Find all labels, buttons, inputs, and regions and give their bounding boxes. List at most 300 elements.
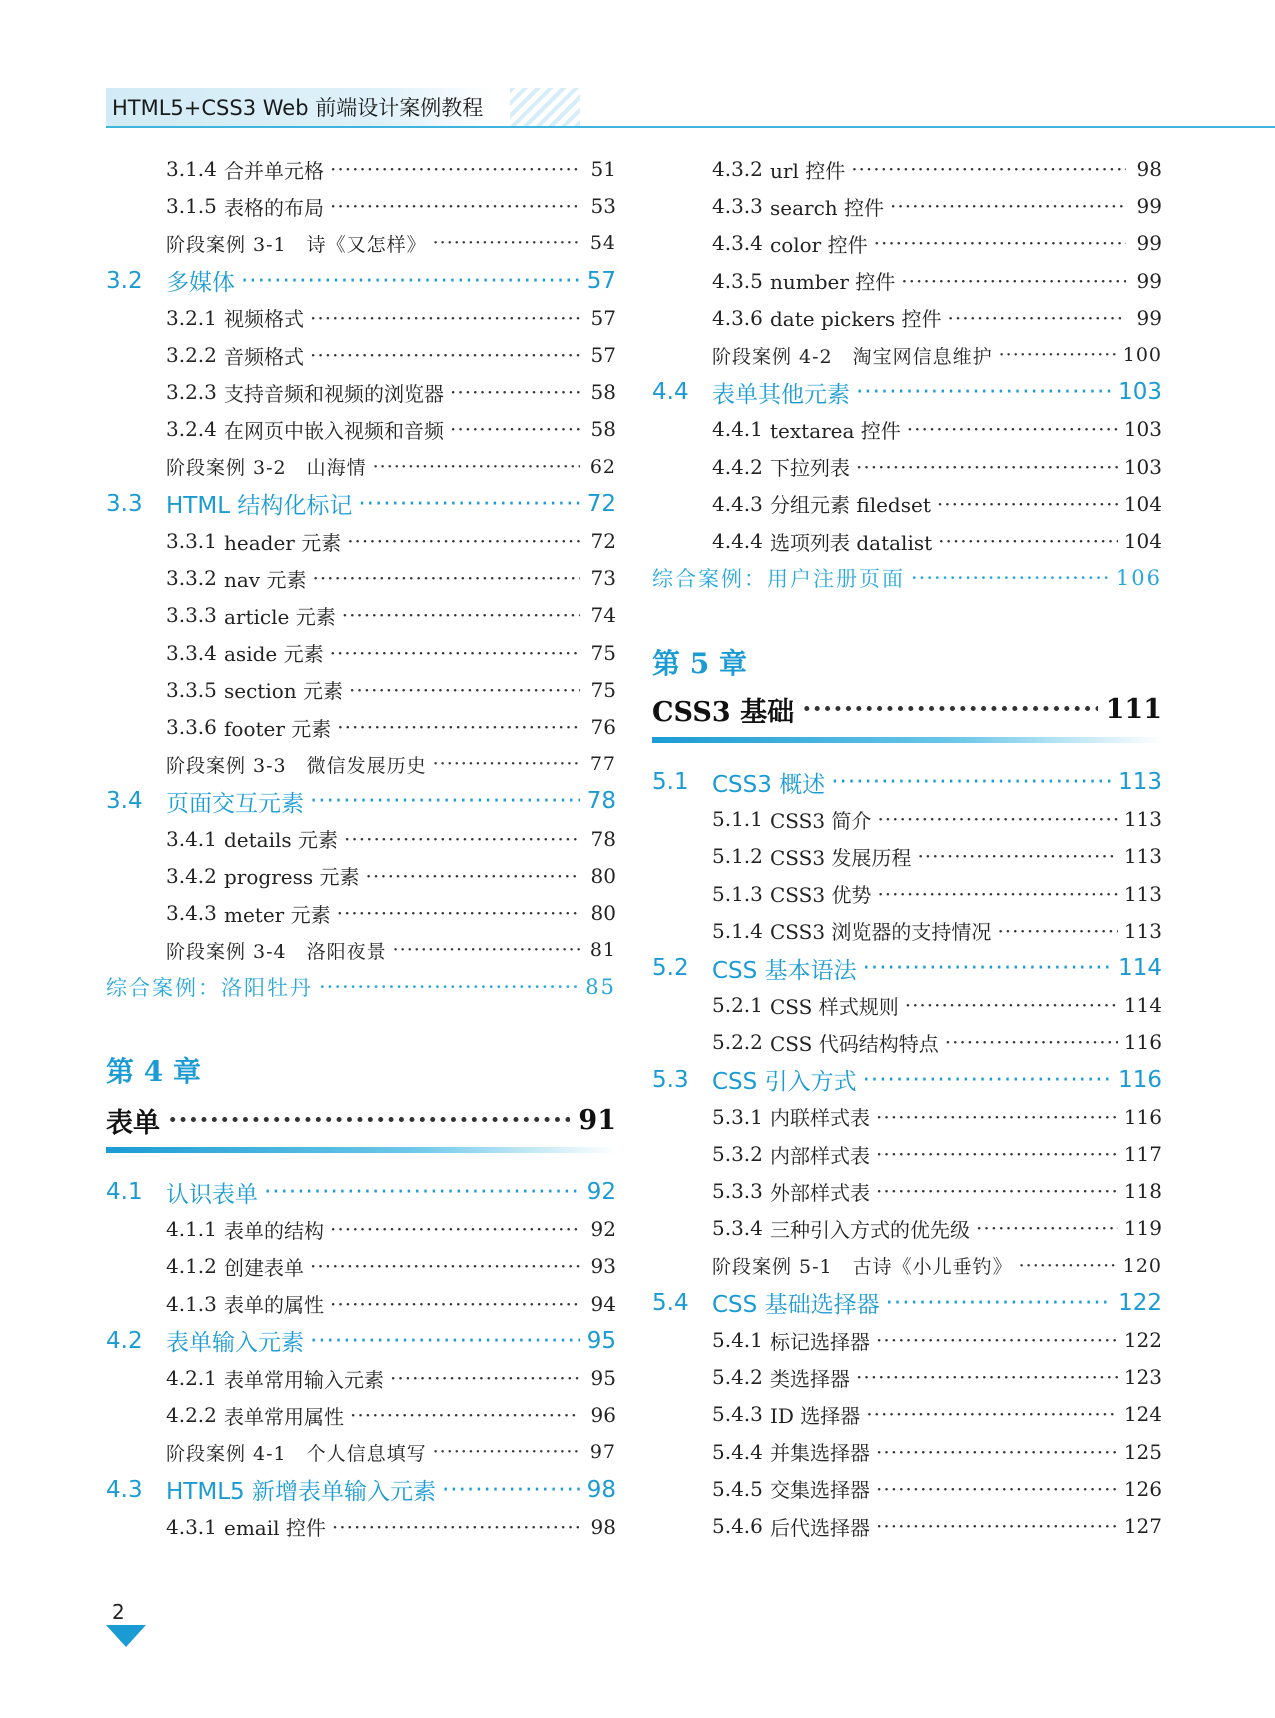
toc-title: 综合案例：用户注册页面 (652, 567, 905, 592)
toc-entry-lvl2[interactable] (652, 765, 1162, 799)
toc-number: 3.2.2 (166, 343, 217, 367)
toc-entry-lvl3[interactable] (712, 1211, 1162, 1245)
toc-number: 5.4.2 (712, 1365, 763, 1390)
chapter5-page: 111 (1105, 693, 1162, 725)
leader-dots (310, 1328, 580, 1354)
toc-page-number: 116 (1123, 1104, 1162, 1129)
toc-title: 阶段案例 5-1 古诗《小儿垂钓》 (712, 1256, 1013, 1279)
leader-dots (851, 157, 1126, 181)
toc-number: 3.3.6 (166, 715, 217, 739)
leader-dots (350, 1403, 580, 1427)
toc-page-number: 80 (590, 863, 616, 888)
leader-dots (937, 492, 1118, 516)
leader-dots (241, 268, 580, 294)
toc-number: 5.1.2 (712, 844, 763, 869)
toc-page-number: 98 (1136, 157, 1162, 181)
toc-number: 4.3.6 (712, 305, 763, 330)
toc-number: 4.1.3 (166, 1291, 217, 1316)
toc-number: 3.2.1 (166, 305, 217, 330)
toc-page-number: 58 (590, 380, 616, 405)
toc-entry-case[interactable] (166, 747, 616, 781)
toc-title: 分组元素 filedset (770, 493, 931, 518)
toc-number: 4.3 (106, 1476, 143, 1503)
toc-entry-lvl3[interactable] (712, 1435, 1162, 1469)
toc-title: 阶段案例 3-2 山海情 (166, 457, 367, 480)
toc-entry-lvl3[interactable] (712, 1509, 1162, 1543)
chapter5-title-row[interactable] (652, 689, 1162, 729)
toc-entry-lvl3[interactable] (712, 1174, 1162, 1208)
toc-title: 表单的结构 (224, 1218, 324, 1243)
toc-number: 4.4.4 (712, 529, 763, 553)
leader-dots (863, 1067, 1113, 1093)
toc-title: header 元素 (224, 530, 342, 555)
toc-title: 阶段案例 3-1 诗《又怎样》 (166, 233, 427, 256)
toc-entry-lvl3[interactable] (166, 524, 616, 558)
leader-dots (366, 864, 581, 888)
leader-dots (358, 491, 580, 517)
leader-dots (886, 1290, 1113, 1316)
chapter4-label: 第 4 章 (106, 1055, 201, 1088)
toc-title: 支持音频和视频的浏览器 (224, 381, 444, 406)
leader-dots (390, 1366, 580, 1390)
toc-entry-lvl3[interactable] (166, 375, 616, 409)
toc-entry-lvl3[interactable] (166, 1510, 616, 1544)
toc-title: CSS 基础选择器 (712, 1292, 880, 1319)
toc-title: 并集选择器 (770, 1441, 870, 1466)
header-rule (106, 126, 1275, 128)
toc-title: 页面交互元素 (166, 790, 304, 817)
leader-dots (330, 194, 580, 218)
toc-title: CSS 基本语法 (712, 957, 857, 984)
leader-dots (802, 694, 1098, 725)
toc-page-number: 120 (1122, 1254, 1162, 1277)
toc-entry-lvl3[interactable] (712, 839, 1162, 873)
toc-entry-lvl3[interactable] (712, 1323, 1162, 1357)
leader-dots (337, 901, 580, 925)
toc-entry-case[interactable] (166, 1435, 616, 1469)
leader-dots (856, 1365, 1118, 1389)
leader-dots (1019, 1255, 1117, 1277)
leader-dots (856, 455, 1118, 479)
leader-dots (349, 678, 580, 702)
toc-page-number: 75 (590, 677, 616, 702)
leader-dots (948, 306, 1127, 330)
toc-page-number: 124 (1123, 1402, 1162, 1427)
toc-title: 阶段案例 3-4 洛阳夜景 (166, 940, 387, 963)
toc-number: 4.2 (106, 1327, 143, 1354)
toc-title: 表单输入元素 (166, 1330, 304, 1357)
leader-dots (337, 715, 580, 739)
toc-entry-lvl3[interactable] (166, 301, 616, 335)
toc-entry-lvl3[interactable] (712, 412, 1162, 446)
toc-page-number: 95 (586, 1327, 616, 1354)
toc-entry-lvl3[interactable] (166, 1249, 616, 1283)
toc-title: progress 元素 (224, 865, 360, 890)
toc-page-number: 106 (1115, 566, 1162, 591)
toc-entry-lvl3[interactable] (712, 1025, 1162, 1059)
leader-dots (319, 975, 579, 999)
toc-number: 3.4.3 (166, 901, 217, 925)
toc-entry-case[interactable] (712, 1249, 1162, 1283)
toc-number: 3.1.5 (166, 194, 217, 219)
leader-dots (876, 1105, 1118, 1129)
toc-page-number: 51 (590, 157, 616, 181)
toc-number: 3.4.1 (166, 826, 217, 851)
leader-dots (330, 641, 580, 665)
toc-title: CSS 代码结构特点 (770, 1031, 939, 1056)
toc-number: 3.3 (106, 490, 143, 517)
leader-dots (905, 993, 1118, 1017)
toc-entry-lvl3[interactable] (166, 338, 616, 372)
toc-page-number: 113 (1118, 769, 1162, 795)
toc-number: 5.2.1 (712, 993, 763, 1018)
toc-entry-lvl3[interactable] (712, 1360, 1162, 1394)
leader-dots (450, 417, 580, 441)
toc-page-number: 93 (590, 1254, 616, 1279)
toc-entry-lvl3[interactable] (712, 1137, 1162, 1171)
toc-page-number: 117 (1123, 1142, 1162, 1166)
toc-entry-case[interactable] (166, 933, 616, 967)
leader-dots (911, 566, 1110, 590)
toc-entry-lvl3[interactable] (712, 1100, 1162, 1134)
chapter4-title: 表单 (106, 1107, 160, 1139)
toc-entry-lvl3[interactable] (166, 152, 616, 186)
chapter5-rule (652, 737, 1162, 743)
toc-title: 后代选择器 (770, 1515, 870, 1540)
toc-entry-lvl3[interactable] (712, 264, 1162, 298)
leader-dots (874, 231, 1126, 255)
toc-page-number: 113 (1123, 881, 1162, 906)
leader-dots (332, 1515, 580, 1539)
toc-page-number: 116 (1123, 1030, 1162, 1055)
leader-dots (310, 1254, 580, 1278)
toc-number: 5.3.3 (712, 1179, 763, 1204)
toc-title: HTML5 新增表单输入元素 (166, 1479, 436, 1506)
toc-entry-lvl3[interactable] (166, 710, 616, 744)
toc-title: 阶段案例 3-3 微信发展历史 (166, 754, 427, 777)
toc-page-number: 74 (590, 603, 616, 628)
toc-title: 下拉列表 (770, 456, 850, 481)
toc-entry-lvl3[interactable] (166, 561, 616, 595)
leader-dots (264, 1179, 580, 1205)
toc-page-number: 103 (1123, 454, 1162, 479)
chapter5-title: CSS3 基础 (652, 696, 795, 728)
toc-entry-lvl2[interactable] (652, 951, 1162, 985)
toc-title: section 元素 (224, 679, 344, 704)
leader-dots (330, 157, 580, 181)
leader-dots (347, 529, 580, 553)
toc-entry-lvl2[interactable] (106, 1324, 616, 1358)
toc-number: 5.3.1 (712, 1104, 763, 1129)
toc-title: 视频格式 (224, 307, 304, 332)
toc-title: 内部样式表 (770, 1143, 870, 1168)
toc-page-number: 125 (1123, 1439, 1162, 1464)
toc-entry-lvl3[interactable] (166, 896, 616, 930)
toc-title: 类选择器 (770, 1366, 850, 1391)
toc-entry-lvl3[interactable] (712, 301, 1162, 335)
leader-dots (907, 417, 1118, 441)
toc-entry-lvl3[interactable] (166, 673, 616, 707)
toc-entry-case[interactable] (166, 226, 616, 260)
leader-dots (876, 1142, 1118, 1166)
toc-entry-lvl3[interactable] (712, 877, 1162, 911)
leader-dots (433, 1441, 580, 1463)
toc-title: CSS3 浏览器的支持情况 (770, 920, 992, 945)
toc-page-number: 57 (590, 305, 616, 330)
toc-entry-lvl3[interactable] (712, 450, 1162, 484)
leader-dots (999, 344, 1117, 366)
toc-title: nav 元素 (224, 567, 307, 592)
toc-number: 5.3.2 (712, 1142, 763, 1166)
toc-entry-lvl2[interactable] (106, 1473, 616, 1507)
leader-dots (342, 603, 580, 627)
toc-page-number: 57 (590, 343, 616, 367)
toc-number: 5.2.2 (712, 1030, 763, 1055)
toc-number: 4.3.1 (166, 1514, 217, 1539)
toc-page-number: 92 (590, 1217, 616, 1242)
toc-title: 阶段案例 4-2 淘宝网信息维护 (712, 345, 993, 368)
toc-entry-lvl3[interactable] (166, 412, 616, 446)
leader-dots (330, 1292, 580, 1316)
toc-page-number: 99 (1136, 268, 1162, 293)
toc-entry-lvl3[interactable] (166, 598, 616, 632)
toc-title: CSS3 发展历程 (770, 845, 912, 870)
toc-title: 多媒体 (166, 270, 235, 297)
toc-page-number: 98 (586, 1476, 616, 1503)
toc-page-number: 116 (1118, 1066, 1162, 1093)
toc-page-number: 100 (1122, 344, 1162, 366)
toc-number: 4.4.2 (712, 454, 763, 479)
toc-page-number: 127 (1123, 1514, 1162, 1538)
toc-number: 3.1.4 (166, 157, 217, 181)
leader-dots (876, 1179, 1118, 1203)
toc-page-number: 80 (590, 901, 616, 925)
toc-number: 5.4.1 (712, 1328, 763, 1352)
toc-number: 5.1.1 (712, 807, 763, 832)
toc-entry-summary[interactable] (106, 970, 616, 1004)
toc-title: CSS 引入方式 (712, 1069, 857, 1096)
leader-dots (997, 919, 1117, 943)
chapter4-rule (106, 1147, 616, 1153)
leader-dots (310, 788, 580, 814)
leader-dots (890, 194, 1126, 218)
toc-title: 合并单元格 (224, 158, 324, 183)
leader-dots (866, 1402, 1118, 1426)
toc-page-number: 122 (1118, 1289, 1162, 1316)
toc-page-number: 97 (589, 1441, 616, 1464)
toc-page-number: 118 (1123, 1179, 1162, 1204)
toc-number: 4.1 (106, 1179, 143, 1205)
toc-number: 3.2 (106, 267, 143, 294)
toc-entry-case[interactable] (712, 338, 1162, 372)
leader-dots (863, 955, 1113, 981)
toc-page-number: 113 (1123, 844, 1162, 869)
toc-entry-lvl2[interactable] (106, 784, 616, 818)
toc-title: search 控件 (770, 195, 885, 220)
leader-dots (450, 380, 580, 404)
toc-number: 3.2.4 (166, 417, 217, 442)
toc-title: 在网页中嵌入视频和音频 (224, 418, 444, 443)
toc-number: 5.3.4 (712, 1216, 763, 1241)
toc-page-number: 73 (590, 566, 616, 591)
toc-page-number: 123 (1123, 1365, 1162, 1390)
toc-page-number: 113 (1123, 918, 1162, 943)
toc-entry-lvl2[interactable] (106, 487, 616, 521)
toc-title: email 控件 (224, 1516, 326, 1541)
chapter4-title-row[interactable] (106, 1100, 616, 1140)
toc-page-number: 58 (590, 417, 616, 442)
toc-title: 表单的属性 (224, 1293, 324, 1318)
toc-title: CSS 样式规则 (770, 994, 899, 1019)
toc-page-number: 78 (586, 788, 616, 815)
toc-number: 3.3.4 (166, 640, 217, 665)
toc-title: CSS3 简介 (770, 808, 872, 833)
toc-number: 4.1.1 (166, 1217, 217, 1242)
page-number: 2 (112, 1600, 125, 1624)
toc-number: 5.4.3 (712, 1402, 763, 1427)
toc-title: 表格的布局 (224, 195, 324, 220)
toc-page-number: 99 (1136, 194, 1162, 219)
toc-page-number: 119 (1123, 1216, 1162, 1241)
toc-entry-lvl3[interactable] (166, 859, 616, 893)
page-marker-triangle-icon (106, 1625, 146, 1647)
toc-entry-lvl3[interactable] (712, 802, 1162, 836)
leader-dots (831, 769, 1112, 795)
leader-dots (938, 529, 1118, 553)
leader-dots (310, 306, 580, 330)
toc-title: date pickers 控件 (770, 307, 942, 332)
header-stripes (510, 88, 580, 126)
leader-dots (877, 807, 1117, 831)
toc-entry-lvl3[interactable] (712, 1472, 1162, 1506)
toc-title: 音频格式 (224, 344, 304, 369)
leader-dots (976, 1216, 1118, 1240)
toc-number: 3.3.5 (166, 677, 217, 702)
header-title: HTML5+CSS3 Web 前端设计案例教程 (112, 96, 484, 120)
toc-title: 内联样式表 (770, 1106, 870, 1131)
leader-dots (433, 753, 580, 775)
toc-number: 3.3.2 (166, 566, 217, 591)
leader-dots (945, 1030, 1118, 1054)
toc-entry-lvl2[interactable] (652, 1063, 1162, 1097)
toc-title: HTML 结构化标记 (166, 493, 353, 520)
toc-title: 表单常用输入元素 (224, 1367, 384, 1392)
toc-page-number: 85 (585, 975, 616, 1000)
leader-dots (917, 844, 1117, 868)
toc-number: 5.1 (652, 769, 689, 795)
toc-entry-lvl2[interactable] (106, 264, 616, 298)
toc-page-number: 114 (1123, 993, 1162, 1018)
toc-page-number: 95 (590, 1366, 616, 1390)
leader-dots (330, 1217, 580, 1241)
toc-entry-lvl3[interactable] (166, 636, 616, 670)
toc-number: 4.2.2 (166, 1403, 217, 1428)
toc-page-number: 75 (590, 640, 616, 665)
toc-title: 综合案例：洛阳牡丹 (106, 976, 313, 1001)
leader-dots (433, 232, 580, 254)
chapter5-label: 第 5 章 (652, 647, 747, 680)
toc-number: 3.3.1 (166, 529, 217, 553)
toc-title: 标记选择器 (770, 1329, 870, 1354)
toc-page-number: 104 (1123, 529, 1162, 553)
toc-number: 4.4.1 (712, 417, 763, 442)
toc-title: textarea 控件 (770, 418, 901, 443)
toc-page-number: 72 (590, 529, 616, 553)
toc-page-number: 62 (589, 455, 616, 478)
toc-entry-lvl3[interactable] (712, 1397, 1162, 1431)
leader-dots (393, 939, 580, 961)
toc-page-number: 99 (1136, 305, 1162, 330)
toc-title: CSS3 优势 (770, 883, 872, 908)
toc-page-number: 81 (589, 939, 616, 962)
toc-entry-lvl3[interactable] (712, 988, 1162, 1022)
leader-dots (344, 827, 580, 851)
toc-page-number: 76 (590, 715, 616, 739)
toc-page-number: 126 (1123, 1476, 1162, 1501)
toc-entry-lvl3[interactable] (166, 1212, 616, 1246)
toc-title: 创建表单 (224, 1255, 304, 1280)
toc-number: 5.1.4 (712, 918, 763, 943)
toc-number: 5.2 (652, 955, 689, 981)
toc-entry-lvl3[interactable] (712, 226, 1162, 260)
toc-page-number: 53 (590, 194, 616, 219)
toc-number: 4.3.3 (712, 194, 763, 219)
toc-title: 阶段案例 4-1 个人信息填写 (166, 1442, 427, 1465)
toc-entry-lvl3[interactable] (712, 152, 1162, 186)
toc-title: url 控件 (770, 158, 846, 183)
toc-page-number: 114 (1118, 955, 1162, 981)
toc-page-number: 103 (1123, 417, 1162, 442)
leader-dots (312, 566, 580, 590)
leader-dots (442, 1477, 580, 1503)
toc-entry-lvl3[interactable] (166, 822, 616, 856)
chapter4-page: 91 (578, 1104, 616, 1136)
toc-title: number 控件 (770, 270, 896, 295)
leader-dots (876, 1477, 1118, 1501)
toc-page-number: 57 (586, 267, 616, 294)
toc-number: 3.2.3 (166, 380, 217, 405)
toc-entry-lvl3[interactable] (166, 189, 616, 223)
toc-page-number: 122 (1123, 1328, 1162, 1352)
toc-number: 5.4.5 (712, 1476, 763, 1501)
toc-number: 5.3 (652, 1066, 689, 1093)
toc-entry-lvl3[interactable] (712, 524, 1162, 558)
leader-dots (876, 1328, 1118, 1352)
toc-entry-lvl2[interactable] (652, 1286, 1162, 1320)
toc-entry-lvl3[interactable] (166, 1361, 616, 1395)
toc-number: 3.4.2 (166, 863, 217, 888)
toc-entry-lvl3[interactable] (712, 914, 1162, 948)
toc-page-number: 98 (590, 1514, 616, 1539)
toc-entry-lvl2[interactable] (106, 1175, 616, 1209)
toc-entry-lvl2[interactable] (652, 375, 1162, 409)
toc-entry-case[interactable] (166, 450, 616, 484)
toc-number: 4.1.2 (166, 1254, 217, 1279)
toc-entry-summary[interactable] (652, 561, 1162, 595)
toc-title: 表单常用属性 (224, 1404, 344, 1429)
toc-title: details 元素 (224, 828, 339, 853)
toc-entry-lvl3[interactable] (166, 1287, 616, 1321)
toc-title: 选项列表 datalist (770, 530, 933, 555)
toc-page-number: 113 (1123, 807, 1162, 832)
toc-entry-lvl3[interactable] (712, 487, 1162, 521)
toc-entry-lvl3[interactable] (166, 1398, 616, 1432)
toc-title: article 元素 (224, 604, 336, 629)
toc-title: 外部样式表 (770, 1180, 870, 1205)
running-header (0, 88, 1275, 128)
leader-dots (373, 456, 580, 478)
toc-entry-lvl3[interactable] (712, 189, 1162, 223)
